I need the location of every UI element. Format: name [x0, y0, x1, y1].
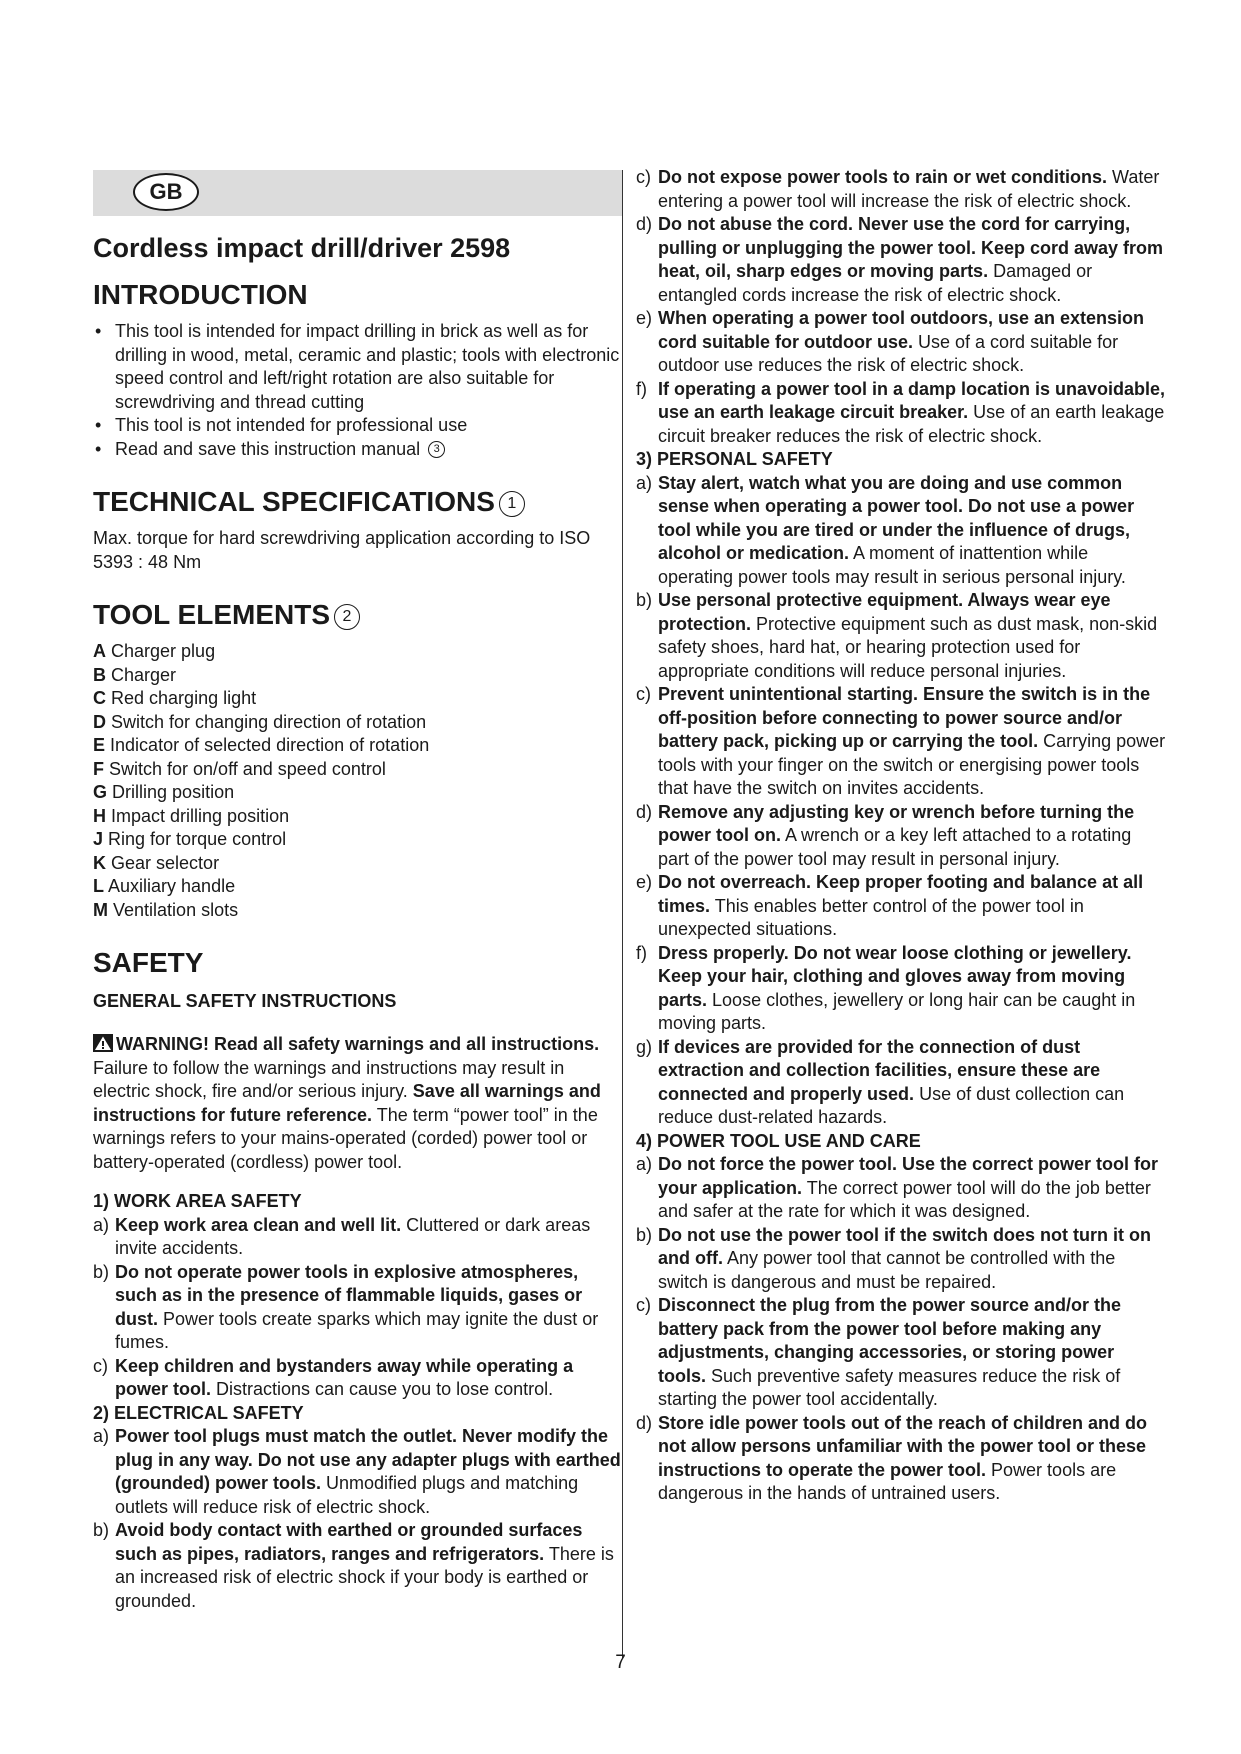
list-item: D Switch for changing direction of rotation	[93, 711, 427, 732]
right-column	[636, 166, 1166, 1506]
list-item: g) If devices are provided for the connection of dust extraction and collection facilities, ensure these are connected and properly used. Use of dust collection can reduce dust-related hazards.	[636, 1036, 1125, 1127]
tool-elements-heading: TOOL ELEMENTS 2	[93, 596, 623, 634]
list-item: A Charger plug	[93, 641, 216, 661]
list-item: d) Do not abuse the cord. Never use the cord for carrying, pulling or unplugging the power tool. Keep cord away from heat, oil, sharp edges or moving parts. Damaged or entangled cords increase the risk of electric shock.	[636, 214, 1164, 305]
tool-use-heading: 4) POWER TOOL USE AND CARE	[636, 1130, 921, 1151]
list-item: a) Do not force the power tool. Use the correct power tool for your application. The correct power tool will do the job better and safer at the rate for which it was designed.	[636, 1154, 1159, 1221]
list-item: c) Keep children and bystanders away while operating a power tool. Distractions can cause you to lose control.	[93, 1355, 574, 1399]
list-item: B Charger	[93, 664, 177, 685]
list-item: F Switch for on/off and speed control	[93, 758, 386, 779]
list-item: b) Do not use the power tool if the switch does not turn it on and off. Any power tool that cannot be controlled with the switch is dangerous and must be repaired.	[636, 1224, 1151, 1292]
safety-heading: SAFETY	[93, 947, 204, 978]
column-divider	[622, 170, 623, 1658]
list-item: H Impact drilling position	[93, 805, 290, 826]
list-item: C Red charging light	[93, 688, 257, 708]
list-item: c) Disconnect the plug from the power source and/or the battery pack from the power tool before making any adjustments, changing accessories, or storing power tools. Such preventive safety measures reduce the risk of starting the power tool accidentally.	[636, 1295, 1122, 1409]
introduction-heading: INTRODUCTION	[93, 279, 308, 310]
list-item: b) Do not operate power tools in explosive atmospheres, such as in the presence of flammable liquids, gases or dust. Power tools create sparks which may ignite the dust or fumes.	[93, 1261, 599, 1352]
list-item: c) Do not expose power tools to rain or wet conditions. Water entering a power tool will increase the risk of electric shock.	[636, 167, 1160, 211]
list-item: c) Prevent unintentional starting. Ensure the switch is in the off-position before connecting to power source and/or battery pack, picking up or carrying the tool. Carrying power tools with your finger on the switch or energising power tools that have the switch on invites accidents.	[636, 684, 1166, 798]
language-badge: GB	[133, 173, 199, 211]
list-item: J Ring for torque control	[93, 829, 287, 849]
left-column	[93, 170, 623, 1613]
figure-ref-1: 1	[499, 491, 525, 517]
language-bar	[93, 170, 623, 216]
list-item: L Auxiliary handle	[93, 876, 236, 896]
list-item: e) Do not overreach. Keep proper footing and balance at all times. This enables better control of the power tool in unexpected situations.	[636, 872, 1144, 939]
list-item: a) Power tool plugs must match the outlet. Never modify the plug in any way. Do not use any adapter plugs with earthed (grounded) power tools. Unmodified plugs and matching outlets will reduce risk of electric shock.	[93, 1426, 621, 1517]
list-item: • This tool is intended for impact drilling in brick as well as for drilling in wood, metal, ceramic and plastic; tools with electronic speed control and left/right rotation are also suitable for screwdriving and thread cutting	[93, 320, 623, 414]
torque-spec: Max. torque for hard screwdriving application according to ISO 5393 : 48 Nm	[93, 528, 591, 572]
page-number: 7	[615, 1652, 626, 1673]
list-item: E Indicator of selected direction of rotation	[93, 735, 430, 755]
list-item: • This tool is not intended for professional use	[93, 414, 623, 438]
list-item: e) When operating a power tool outdoors, use an extension cord suitable for outdoor use. Use of a cord suitable for outdoor use reduces the risk of electric shock.	[636, 308, 1145, 375]
warning-paragraph: WARNING! Read all safety warnings and all instructions. Failure to follow the warnings and instructions may result in electric shock, fire and/or serious injury. Save all warnings and instructions for future reference. The term “power tool” in the warnings refers to your mains-operated (corded) power tool or battery-operated (cordless) power tool.	[93, 1034, 601, 1172]
warning-triangle-icon	[93, 1034, 113, 1052]
list-item: a) Stay alert, watch what you are doing and use common sense when operating a power tool. Do not use a power tool while you are tired or under the influence of drugs, alcohol or medication. A moment of inattention while operating power tools may result in serious personal injury.	[636, 472, 1135, 587]
list-item: K Gear selector	[93, 852, 220, 873]
figure-ref-2: 2	[334, 604, 360, 630]
tech-specs-heading: TECHNICAL SPECIFICATIONS 1	[93, 483, 623, 521]
personal-safety-heading: 3) PERSONAL SAFETY	[636, 449, 833, 469]
list-item: b) Avoid body contact with earthed or grounded surfaces such as pipes, radiators, ranges and refrigerators. There is an increased risk of electric shock if your body is earthed or grounded.	[93, 1520, 614, 1611]
list-item: d) Remove any adjusting key or wrench before turning the power tool on. A wrench or a key left attached to a rotating part of the power tool may result in personal injury.	[636, 801, 1135, 869]
figure-ref-3: 3	[428, 441, 445, 458]
electrical-safety-heading: 2) ELECTRICAL SAFETY	[93, 1402, 304, 1423]
tool-elements-list	[93, 640, 623, 922]
list-item: G Drilling position	[93, 782, 235, 802]
document-title: Cordless impact drill/driver 2598	[93, 233, 511, 263]
list-item: f) Dress properly. Do not wear loose clothing or jewellery. Keep your hair, clothing and gloves away from moving parts. Loose clothes, jewellery or long hair can be caught in moving parts.	[636, 942, 1136, 1033]
work-area-safety-heading: 1) WORK AREA SAFETY	[93, 1191, 302, 1211]
list-item: f) If operating a power tool in a damp location is unavoidable, use an earth leakage circuit breaker. Use of an earth leakage circuit breaker reduces the risk of electric shock.	[636, 378, 1166, 446]
introduction-list	[93, 320, 623, 461]
list-item: M Ventilation slots	[93, 899, 239, 920]
list-item: • Read and save this instruction manual 3	[93, 438, 623, 462]
general-safety-heading: GENERAL SAFETY INSTRUCTIONS	[93, 991, 397, 1011]
list-item: d) Store idle power tools out of the reach of children and do not allow persons unfamiliar with the power tool or these instructions to operate the power tool. Power tools are dangerous in the hands of untrained users.	[636, 1412, 1148, 1503]
list-item: a) Keep work area clean and well lit. Cluttered or dark areas invite accidents.	[93, 1214, 591, 1258]
list-item: b) Use personal protective equipment. Always wear eye protection. Protective equipment such as dust mask, non-skid safety shoes, hard hat, or hearing protection used for appropriate conditions will reduce personal injuries.	[636, 590, 1158, 681]
